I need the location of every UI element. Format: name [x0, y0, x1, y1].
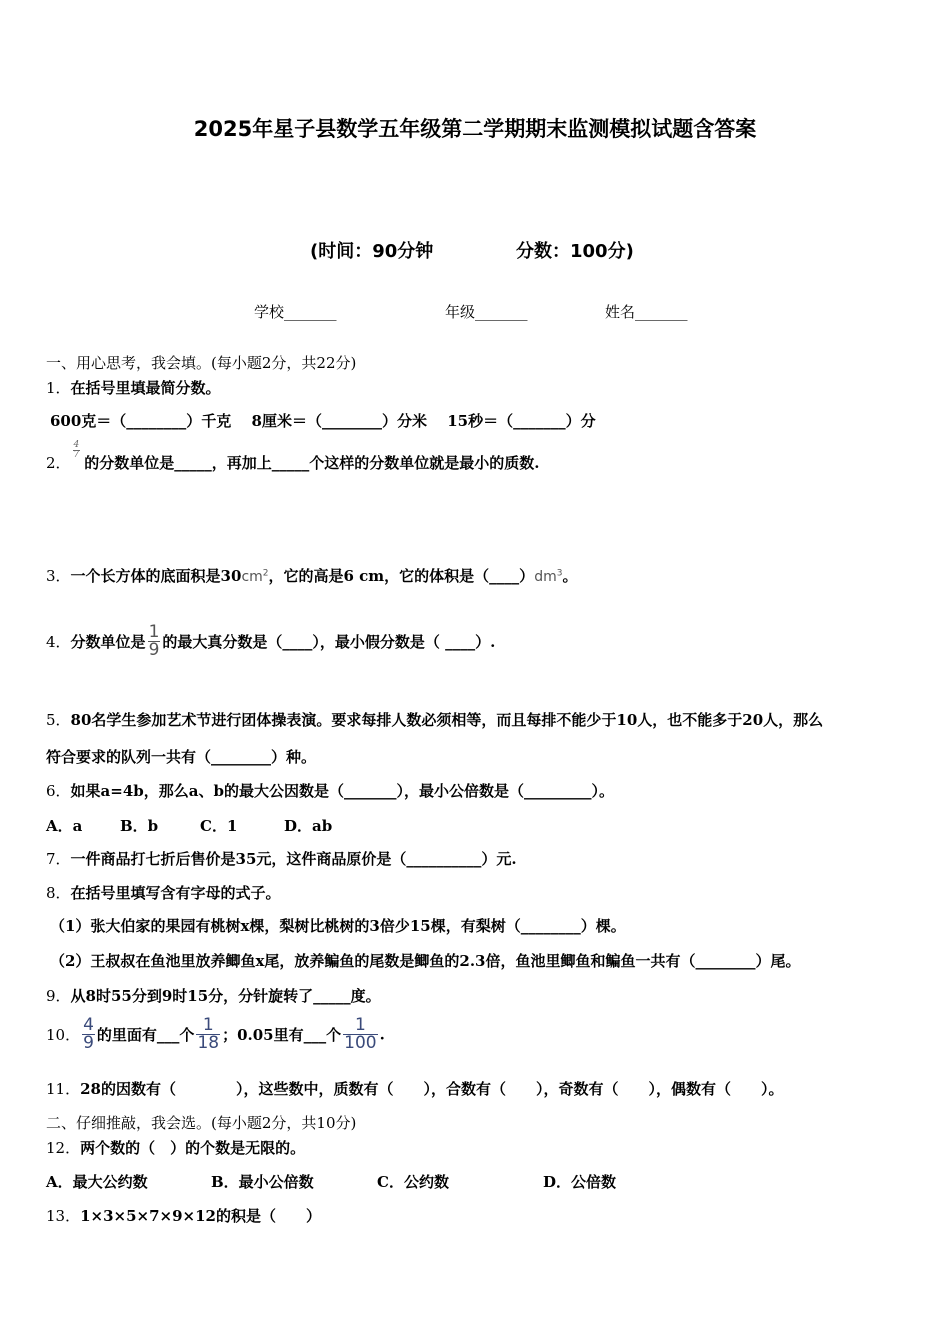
question-number: 10．: [46, 1026, 81, 1044]
unit-cm2: $cm^2$: [241, 568, 269, 585]
question-text: 分数单位是: [70, 633, 146, 651]
question-1: [46, 377, 221, 398]
question-text: 。: [562, 567, 578, 585]
question-text: 从8时55分到9时15分，分针旋转了_____度。: [70, 987, 381, 1005]
question-text: ；0.05里有___个: [222, 1026, 342, 1044]
question-10: [46, 1017, 385, 1052]
question-number: 9．: [46, 987, 71, 1005]
section-heading-1: 一、用心思考，我会填。(每小题2分，共22分): [46, 354, 357, 372]
question-text: 一个长方体的底面积是30: [70, 567, 242, 585]
fraction: [343, 1017, 377, 1052]
question-number: 2．: [46, 454, 71, 472]
question-number: 11．: [46, 1080, 81, 1098]
fraction-numerator: 1: [148, 622, 160, 642]
fraction-numerator: 1: [202, 1015, 214, 1035]
fraction: [73, 441, 81, 460]
question-number: 3．: [46, 567, 71, 585]
question-number: 6．: [46, 782, 71, 800]
option-d[interactable]: D．ab: [284, 817, 333, 835]
question-2: [46, 440, 540, 473]
exam-score: 分数：100分): [516, 241, 634, 262]
question-text: 在括号里填最简分数。: [70, 379, 221, 397]
name-field: 姓名_______: [605, 303, 688, 321]
question-8-sub2: （2）王叔叔在鱼池里放养鲫鱼x尾，放养鳊鱼的尾数是鲫鱼的2.3倍，鱼池里鲫鱼和鳊鱼一共有（________）尾。: [50, 952, 801, 970]
fraction: [148, 624, 161, 659]
question-8: [46, 882, 281, 903]
option-d[interactable]: D．公倍数: [543, 1173, 617, 1191]
exam-time: (时间：90分钟: [310, 241, 434, 262]
fraction-denominator: 7: [73, 450, 80, 460]
question-text: 在括号里填写含有字母的式子。: [70, 884, 281, 902]
question-text: .: [379, 1025, 385, 1044]
fraction-denominator: 100: [344, 1033, 377, 1053]
question-7: [46, 848, 517, 869]
question-number: 1．: [46, 379, 71, 397]
question-number: 5．: [46, 711, 71, 729]
question-text: 28的因数有（ ），这些数中，质数有（ ），合数有（ ），奇数有（ ），偶数有（ ）。: [80, 1080, 784, 1098]
question-1-blanks: 600克＝（________）千克 8厘米＝（________）分米 15秒＝（_______）分: [50, 412, 596, 430]
question-number: 8．: [46, 884, 71, 902]
fraction-denominator: 9: [148, 640, 160, 660]
question-3: [46, 565, 577, 586]
question-text: 两个数的（ ）的个数是无限的。: [80, 1139, 306, 1157]
fraction-numerator: 4: [73, 440, 80, 450]
fraction: [82, 1017, 95, 1052]
question-number: 7．: [46, 850, 71, 868]
question-9: [46, 985, 381, 1006]
option-c[interactable]: C．1: [200, 817, 238, 835]
question-4: [46, 624, 495, 659]
question-number: 13．: [46, 1207, 81, 1225]
question-13: [46, 1205, 321, 1226]
section-heading-2: 二、仔细推敲，我会选。(每小题2分，共10分): [46, 1114, 357, 1132]
question-text: 1×3×5×7×9×12的积是（ ）: [80, 1207, 321, 1225]
option-b[interactable]: B．b: [120, 817, 159, 835]
school-field: 学校_______: [254, 303, 337, 321]
question-8-sub1: （1）张大伯家的果园有桃树x棵，梨树比桃树的3倍少15棵，有梨树（________）棵。: [50, 917, 626, 935]
question-text: 如果a=4b，那么a、b的最大公因数是（_______），最小公倍数是（_________）。: [70, 782, 614, 800]
question-6: [46, 780, 614, 801]
question-text: 的里面有___个: [96, 1026, 195, 1044]
fraction-denominator: 9: [83, 1033, 94, 1053]
option-b[interactable]: B．最小公倍数: [211, 1173, 314, 1191]
option-c[interactable]: C．公约数: [377, 1173, 449, 1191]
question-5-line2: 符合要求的队列一共有（________）种。: [46, 748, 317, 766]
fraction-numerator: 1: [354, 1015, 366, 1035]
unit-dm3: $dm^3$: [534, 568, 563, 585]
question-5: [46, 709, 823, 730]
fraction-denominator: 18: [197, 1033, 220, 1053]
option-a[interactable]: A．a: [46, 817, 83, 835]
document-title: 2025年星子县数学五年级第二学期期末监测模拟试题含答案: [193, 117, 757, 141]
question-number: 4．: [46, 633, 71, 651]
question-11: [46, 1078, 783, 1099]
question-text: 的分数单位是_____，再加上_____个这样的分数单位就是最小的质数.: [84, 454, 540, 472]
question-number: 12．: [46, 1139, 81, 1157]
question-text: 的最大真分数是（____），最小假分数是（ ____）.: [162, 633, 496, 651]
fraction: [196, 1017, 220, 1052]
option-a[interactable]: A．最大公约数: [46, 1173, 148, 1191]
question-text: ，它的高是6 cm，它的体积是（____）: [268, 567, 535, 585]
question-text: 一件商品打七折后售价是35元，这件商品原价是（__________）元.: [70, 850, 517, 868]
question-12: [46, 1137, 305, 1158]
question-text: 80名学生参加艺术节进行团体操表演。要求每排人数必须相等，而且每排不能少于10人，也不能多于20人，那么: [70, 711, 824, 729]
fraction-numerator: 4: [83, 1015, 94, 1035]
grade-field: 年级_______: [445, 303, 528, 321]
